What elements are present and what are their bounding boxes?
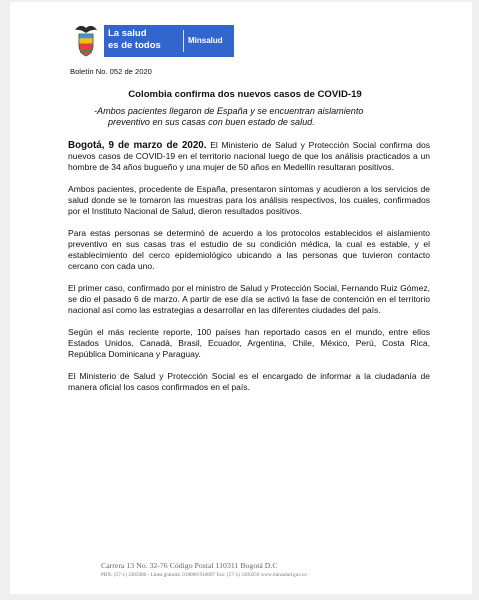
bulletin-number: Boletín No. 052 de 2020 (70, 67, 152, 76)
minsalud-logo (104, 25, 234, 57)
coat-of-arms-icon (72, 21, 100, 59)
press-release-body (68, 140, 430, 404)
paragraph-5: Según el más reciente reporte, 100 países han reportado casos en el mundo, entre ellos Estados Unidos, Canadá, Brasil, Ecuador, Argentina, Chile, México, Perú, Costa Rica, República Dominicana y Paraguay. (68, 327, 430, 359)
paragraph-6: El Ministerio de Salud y Protección Social es el encargado de informar a la ciudadanía de manera oficial los casos confirmados en el país. (68, 371, 430, 392)
subtitle-line-1: -Ambos pacientes llegaron de España y se encuentran aislamiento (94, 106, 364, 116)
press-release-title: Colombia confirma dos nuevos casos de COVID-19 (128, 89, 362, 100)
letterhead (72, 21, 234, 61)
document-page (10, 2, 472, 594)
paragraph-1-text: El Ministerio de Salud y Protección Social confirma dos nuevos casos de COVID-19 en el territorio nacional luego de que los análisis practicados a un hombre de 34 años bugueño y una mujer de 50 años en Medellín resultaran positivos. (68, 140, 430, 172)
paragraph-1 (68, 140, 430, 173)
logo-minsalud: Minsalud (188, 36, 223, 45)
footer-contact: PBX: (57-1) 3305000 - Línea gratuita: 018000-910097 Fax: (57-1) 3305050 www.minsalud.gov.co (101, 572, 307, 578)
paragraph-2: Ambos pacientes, procedente de España, presentaron síntomas y acudieron a los servicios de salud donde se le tomaron las muestras para los análisis respectivos, los cuales, confirmados por el Instituto Nacional de Salud, dieron resultados positivos. (68, 184, 430, 216)
logo-slogan: La salud es de todos (108, 28, 161, 51)
logo-divider (183, 30, 184, 52)
footer-address: Carrera 13 No. 32-76 Código Postal 110311 Bogotá D.C (101, 561, 278, 570)
paragraph-4: El primer caso, confirmado por el ministro de Salud y Protección Social, Fernando Ruiz Gómez, se dio el pasado 6 de marzo. A partir de ese día se activó la fase de contención en el territorio nacional así como las estrategias a desarrollar en las diferentes ciudades del país. (68, 283, 430, 315)
paragraph-3: Para estas personas se determinó de acuerdo a los protocolos establecidos el aislamiento preventivo en sus casas tras el estudio de su condición médica, la cual es estable, y el establecimiento del cerco epidemiológico ubicando a las personas que tuvieron contacto cercano con cada uno. (68, 228, 430, 271)
subtitle-line-2: preventivo en sus casas con buen estado de salud. (108, 117, 315, 127)
dateline: Bogotá, 9 de marzo de 2020. (68, 140, 207, 151)
press-release-subtitle (94, 106, 402, 128)
